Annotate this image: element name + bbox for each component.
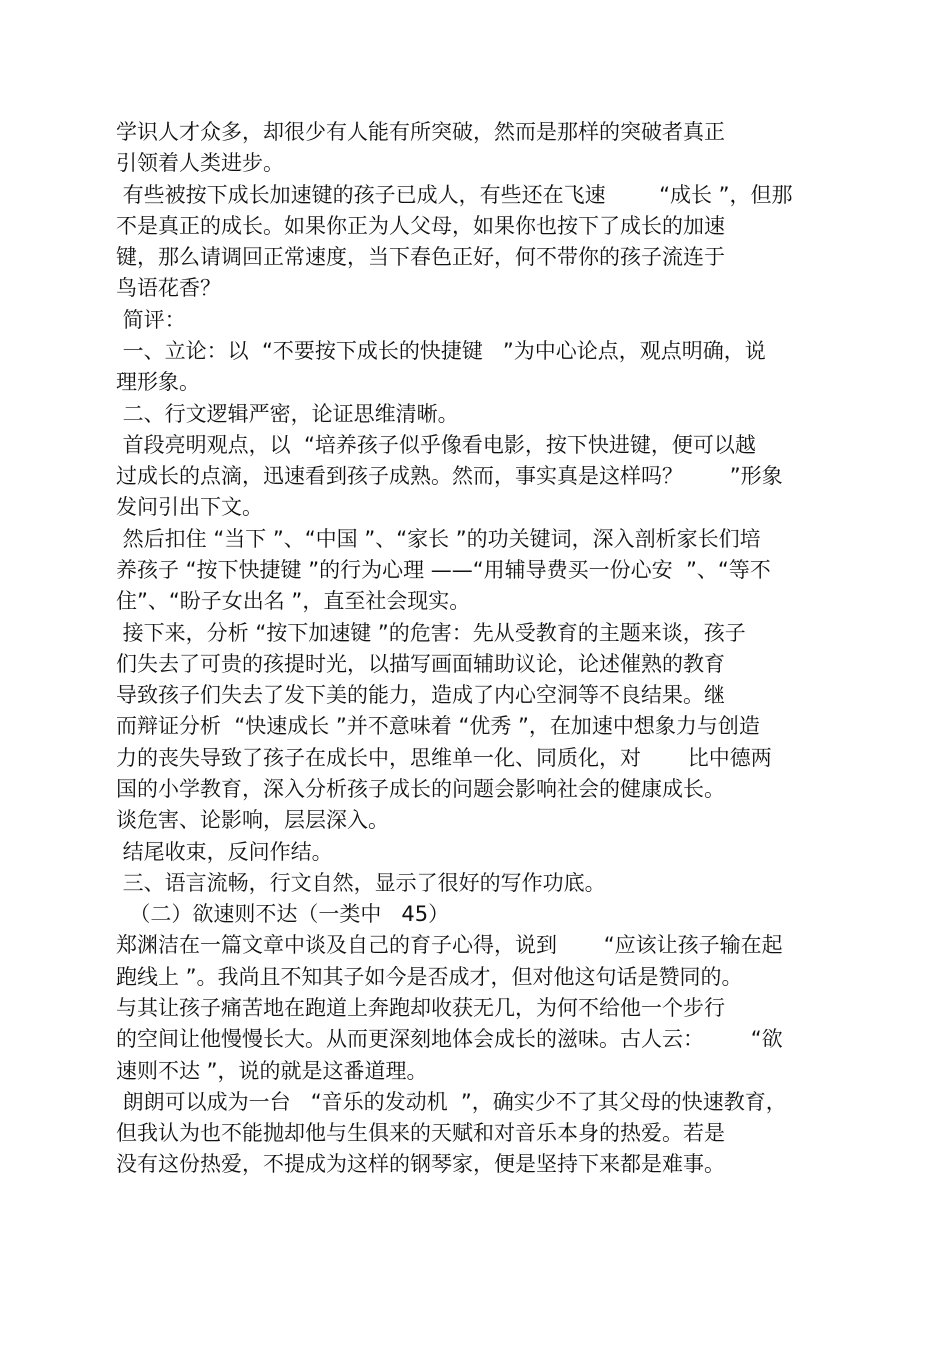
text-line: 键，那么请调回正常速度，当下春色正好，何不带你的孩子流连于 bbox=[116, 245, 725, 269]
text-line: 速则不达 ”，说的就是这番道理。 bbox=[116, 1059, 428, 1083]
text-line: 首段亮明观点，以 “培养孩子似乎像看电影，按下快进键，便可以越 bbox=[116, 433, 756, 457]
text-line: 一、立论：以 “不要按下成长的快捷键 ”为中心论点，观点明确，说 bbox=[116, 339, 766, 363]
text-line: 跑线上 ”。我尚且不知其子如今是否成才，但对他这句话是赞同的。 bbox=[116, 965, 743, 989]
text-line: 朗朗可以成为一台 “音乐的发动机 ”，确实少不了其父母的快速教育， bbox=[116, 1090, 787, 1114]
text-line: 有些被按下成长加速键的孩子已成人，有些还在飞速 “成长 ”，但那 bbox=[116, 183, 793, 207]
text-line: 接下来，分析 “按下加速键 ”的危害：先从受教育的主题来谈，孩子 bbox=[116, 621, 746, 645]
text-line: 们失去了可贵的孩提时光，以描写画面辅助议论，论述催熟的教育 bbox=[116, 652, 725, 676]
text-line: 没有这份热爱，不提成为这样的钢琴家，便是坚持下来都是难事。 bbox=[116, 1152, 725, 1176]
text-line: 导致孩子们失去了发下美的能力，造成了内心空洞等不良结果。继 bbox=[116, 683, 725, 707]
text-line: 三、语言流畅，行文自然，显示了很好的写作功底。 bbox=[116, 871, 606, 895]
text-line: 与其让孩子痛苦地在跑道上奔跑却收获无几，为何不给他一个步行 bbox=[116, 996, 725, 1020]
text-line: 郑渊洁在一篇文章中谈及自己的育子心得，说到 “应该让孩子输在起 bbox=[116, 933, 783, 957]
text-line: 国的小学教育，深入分析孩子成长的问题会影响社会的健康成长。 bbox=[116, 777, 725, 801]
text-line: 住”、“盼子女出名 ”，直至社会现实。 bbox=[116, 589, 471, 613]
text-line: 谈危害、论影响，层层深入。 bbox=[116, 808, 389, 832]
text-line: 过成长的点滴，迅速看到孩子成熟。然而，事实真是这样吗？ ”形象 bbox=[116, 464, 783, 488]
text-line: 力的丧失导致了孩子在成长中，思维单一化、同质化，对 比中德两 bbox=[116, 746, 772, 770]
text-line: 理形象。 bbox=[116, 370, 200, 394]
text-line: 不是真正的成长。如果你正为人父母，如果你也按下了成长的加速 bbox=[116, 214, 725, 238]
text-line: 但我认为也不能抛却他与生俱来的天赋和对音乐本身的热爱。若是 bbox=[116, 1121, 725, 1145]
text-line: 学识人才众多，却很少有人能有所突破，然而是那样的突破者真正 bbox=[116, 120, 725, 144]
text-line: 养孩子 “按下快捷键 ”的行为心理 ——“用辅导费买一份心安 ”、“等不 bbox=[116, 558, 771, 582]
text-line: 简评： bbox=[116, 308, 186, 332]
text-line: 结尾收束，反问作结。 bbox=[116, 840, 333, 864]
text-line: 鸟语花香？ bbox=[116, 276, 221, 300]
text-line: 二、行文逻辑严密，论证思维清晰。 bbox=[116, 402, 459, 426]
text-line: 然后扣住 “当下 ”、“中国 ”、“家长 ”的功关键词，深入剖析家长们培 bbox=[116, 527, 761, 551]
text-line: 的空间让他慢慢长大。从而更深刻地体会成长的滋味。古人云： “欲 bbox=[116, 1027, 783, 1051]
text-line: 而辩证分析 “快速成长 ”并不意味着 “优秀 ”，在加速中想象力与创造 bbox=[116, 714, 760, 738]
text-line: （二）欲速则不达（一类中 45） bbox=[116, 902, 450, 926]
text-line: 引领着人类进步。 bbox=[116, 151, 284, 175]
text-line: 发问引出下文。 bbox=[116, 495, 263, 519]
